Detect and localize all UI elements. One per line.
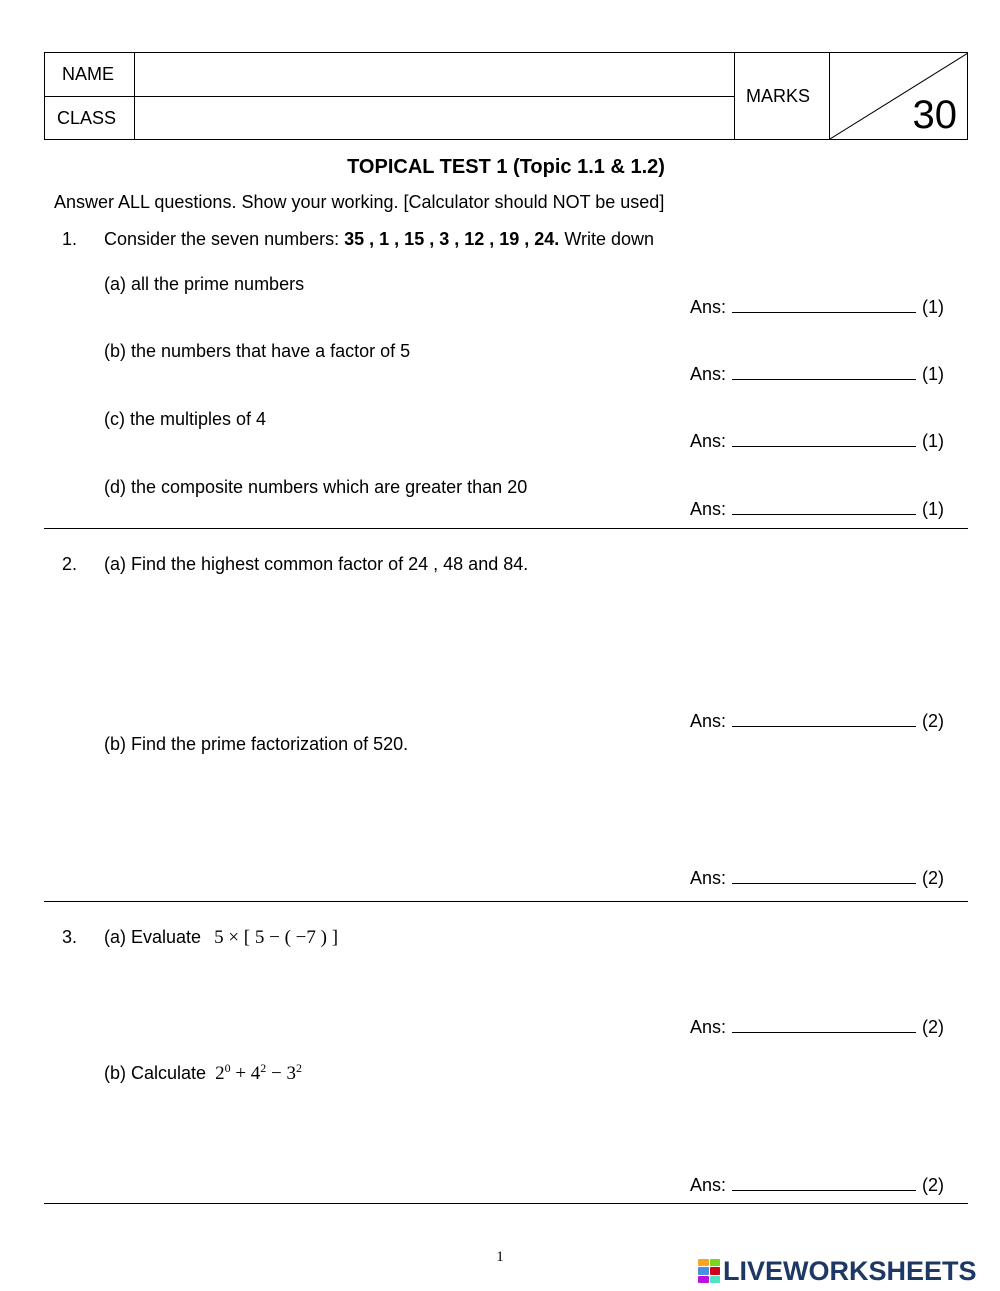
marks-value: (1) — [922, 431, 945, 451]
student-info-table — [44, 52, 968, 140]
question-3b-text: (b) Calculate — [104, 1063, 207, 1083]
answer-line-1b — [690, 363, 944, 385]
question-3b-expression: $2^0 + 4^2 - 3^2$ — [215, 1061, 302, 1084]
section-divider — [44, 1203, 968, 1204]
answer-line-1c — [690, 430, 944, 452]
marks-label: MARKS — [746, 86, 811, 106]
liveworksheets-brand[interactable] — [698, 1256, 977, 1286]
answer-label: Ans: — [690, 1175, 727, 1195]
table-col-divider — [734, 53, 735, 139]
question-2a: (a) Find the highest common factor of 24 , 48 and 84. — [104, 554, 529, 574]
marks-value: (2) — [922, 711, 945, 731]
question-3-number: 3. — [62, 927, 78, 947]
question-1-stem — [104, 228, 654, 250]
liveworksheets-logo-icon — [698, 1259, 720, 1283]
name-label: NAME — [62, 64, 115, 84]
answer-label: Ans: — [690, 711, 727, 731]
instructions: Answer ALL questions. Show your working. [Calculator should NOT be used] — [54, 192, 665, 212]
question-1-outro: Write down — [564, 229, 655, 249]
marks-value: (2) — [922, 868, 945, 888]
answer-line-1d — [690, 498, 944, 520]
answer-blank[interactable] — [732, 499, 916, 515]
total-marks: 30 — [912, 93, 957, 137]
answer-label: Ans: — [690, 297, 727, 317]
answer-blank[interactable] — [732, 1017, 916, 1033]
answer-label: Ans: — [690, 499, 727, 519]
answer-blank[interactable] — [732, 868, 916, 884]
name-field[interactable] — [135, 53, 733, 95]
page-number: 1 — [496, 1249, 504, 1265]
question-3a-text: (a) Evaluate — [104, 927, 202, 947]
marks-value: (1) — [922, 297, 945, 317]
page-title: TOPICAL TEST 1 (Topic 1.1 & 1.2) — [347, 156, 665, 178]
question-3a-expression: 5 × [ 5 − ( −7 ) ] — [214, 927, 339, 948]
answer-label: Ans: — [690, 364, 727, 384]
question-1c: (c) the multiples of 4 — [104, 409, 267, 429]
answer-blank[interactable] — [732, 711, 916, 727]
question-3b — [104, 1062, 302, 1085]
answer-label: Ans: — [690, 1017, 727, 1037]
question-2-number: 2. — [62, 554, 78, 574]
answer-line-1a — [690, 296, 944, 318]
answer-blank[interactable] — [732, 297, 916, 313]
question-1a: (a) all the prime numbers — [104, 274, 305, 294]
answer-blank[interactable] — [732, 431, 916, 447]
question-2b: (b) Find the prime factorization of 520. — [104, 734, 409, 754]
question-1-numbers: 35 , 1 , 15 , 3 , 12 , 19 , 24. — [344, 229, 560, 249]
answer-blank[interactable] — [732, 1175, 916, 1191]
class-label: CLASS — [57, 108, 117, 128]
section-divider — [44, 528, 968, 529]
answer-line-2b — [690, 867, 944, 889]
question-3a — [104, 926, 338, 949]
answer-line-2a — [690, 710, 944, 732]
marks-value: (2) — [922, 1175, 945, 1195]
answer-line-3a — [690, 1016, 944, 1038]
question-1b: (b) the numbers that have a factor of 5 — [104, 341, 411, 361]
answer-label: Ans: — [690, 868, 727, 888]
marks-value: (1) — [922, 364, 945, 384]
question-1-intro: Consider the seven numbers: — [104, 229, 340, 249]
section-divider — [44, 901, 968, 902]
question-1d: (d) the composite numbers which are greater than 20 — [104, 477, 528, 497]
marks-value: (1) — [922, 499, 945, 519]
marks-value: (2) — [922, 1017, 945, 1037]
class-field[interactable] — [135, 97, 733, 139]
answer-line-3b — [690, 1174, 944, 1196]
answer-blank[interactable] — [732, 364, 916, 380]
answer-label: Ans: — [690, 431, 727, 451]
question-1-number: 1. — [62, 229, 78, 249]
liveworksheets-wordmark: LIVEWORKSHEETS — [723, 1255, 977, 1286]
